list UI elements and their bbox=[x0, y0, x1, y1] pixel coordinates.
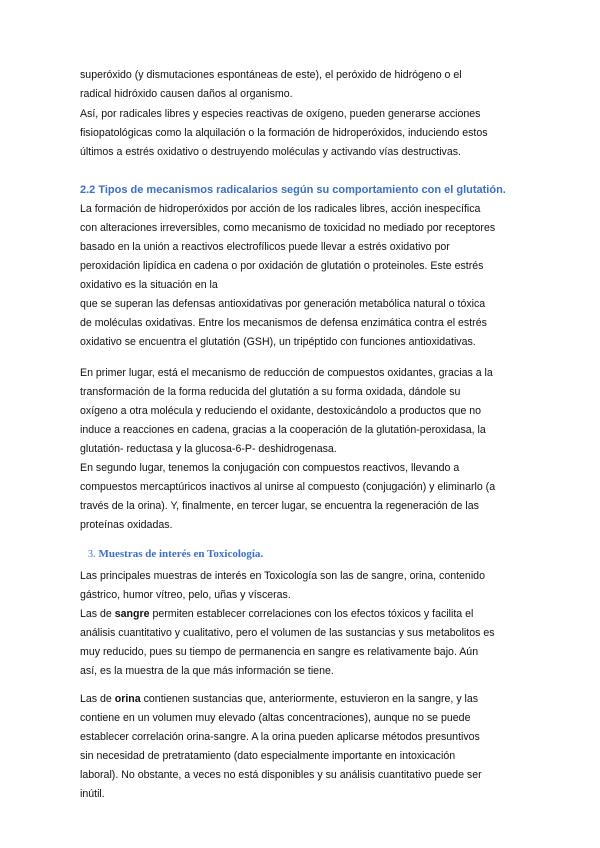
text-line: transformación de la forma reducida del glutatión a su forma oxidada, dándole su bbox=[80, 386, 461, 398]
text-line: induce a reacciones en cadena, gracias a la cooperación de la glutatión-peroxidasa, la bbox=[80, 424, 486, 436]
text-line: través de la orina). Y, finalmente, en tercer lugar, se encuentra la regeneración de las bbox=[80, 500, 479, 512]
text-line: Las principales muestras de interés en Toxicología son las de sangre, orina, contenido bbox=[80, 570, 485, 582]
text-line: últimos a estrés oxidativo o destruyendo moléculas y activando vías destructivas. bbox=[80, 146, 461, 158]
text-line: oxidativo es la situación en la bbox=[80, 279, 218, 291]
text-span: Las de bbox=[80, 693, 115, 705]
text-line: Así, por radicales libres y especies reactivas de oxígeno, pueden generarse acciones bbox=[80, 108, 481, 120]
text-line: En primer lugar, está el mecanismo de reducción de compuestos oxidantes, gracias a la bbox=[80, 367, 493, 379]
text-line: oxígeno a otra molécula y reduciendo el oxidante, destoxicándolo a productos que no bbox=[80, 405, 482, 417]
section-title: Muestras de interés en Toxicología. bbox=[98, 548, 264, 560]
text-line: así, es la muestra de la que más información se tiene. bbox=[80, 665, 334, 677]
section-heading: 2.2 Tipos de mecanismos radicalarios según su comportamiento con el glutatión. bbox=[80, 184, 506, 196]
text-line: peroxidación lipídica en cadena o por oxidación de glutatión o proteinoles. Este estrés bbox=[80, 260, 484, 272]
text-line: glutatión- reductasa y la glucosa-6-P- deshidrogenasa. bbox=[80, 443, 337, 455]
text-line: superóxido (y dismutaciones espontáneas de este), el peróxido de hidrógeno o el bbox=[80, 69, 462, 81]
text-line: En segundo lugar, tenemos la conjugación con compuestos reactivos, llevando a bbox=[80, 462, 460, 474]
sangre-intro-line bbox=[80, 608, 473, 621]
text-span: contienen sustancias que, anteriormente, estuvieron en la sangre, y las bbox=[140, 693, 479, 705]
text-line: oxidativo se encuentra el glutatión (GSH), un tripéptido con funciones antioxidativas. bbox=[80, 336, 476, 348]
text-span: permiten establecer correlaciones con los efectos tóxicos y facilita el bbox=[149, 608, 474, 620]
text-line: inútil. bbox=[80, 788, 105, 800]
text-line: análisis cuantitativo y cualitativo, pero el volumen de las sustancias y sus metabolitos es bbox=[80, 627, 495, 639]
text-line: que se superan las defensas antioxidativas por generación metabólica natural o tóxica bbox=[80, 298, 486, 310]
text-line: sin necesidad de pretratamiento (dato especialmente importante en intoxicación bbox=[80, 750, 456, 762]
text-line: gástrico, humor vítreo, pelo, uñas y vísceras. bbox=[80, 589, 291, 601]
text-line: compuestos mercaptúricos inactivos al unirse al compuesto (conjugación) y eliminarlo (a bbox=[80, 481, 496, 493]
text-line: laboral). No obstante, a veces no está disponibles y su análisis cuantitativo puede ser bbox=[80, 769, 482, 781]
text-line: La formación de hidroperóxidos por acción de los radicales libres, acción inespecífica bbox=[80, 203, 481, 215]
text-line: con alteraciones irreversibles, como mecanismo de toxicidad no mediado por receptores bbox=[80, 222, 496, 234]
bold-term: orina bbox=[114, 693, 141, 705]
text-line: radical hidróxido causen daños al organismo. bbox=[80, 88, 293, 100]
bold-term: sangre bbox=[114, 608, 150, 620]
orina-intro-line bbox=[80, 693, 478, 706]
text-line: muy reducido, pues su tiempo de permanencia en sangre es relativamente bajo. Aún bbox=[80, 646, 479, 658]
section-heading bbox=[88, 548, 263, 561]
text-line: basado en la unión a reactivos electrofílicos puede llevar a estrés oxidativo por bbox=[80, 241, 450, 253]
section-number: 3. bbox=[88, 549, 96, 560]
text-line: fisiopatológicas como la alquilación o la formación de hidroperóxidos, induciendo estos bbox=[80, 127, 488, 139]
text-line: de moléculas oxidativas. Entre los mecanismos de defensa enzimática contra el estrés bbox=[80, 317, 487, 329]
text-line: contiene en un volumen muy elevado (altas concentraciones), aunque no se puede bbox=[80, 712, 471, 724]
text-span: Las de bbox=[80, 608, 115, 620]
text-line: proteínas oxidadas. bbox=[80, 519, 173, 531]
text-line: establecer correlación orina-sangre. A la orina pueden aplicarse métodos presuntivos bbox=[80, 731, 480, 743]
